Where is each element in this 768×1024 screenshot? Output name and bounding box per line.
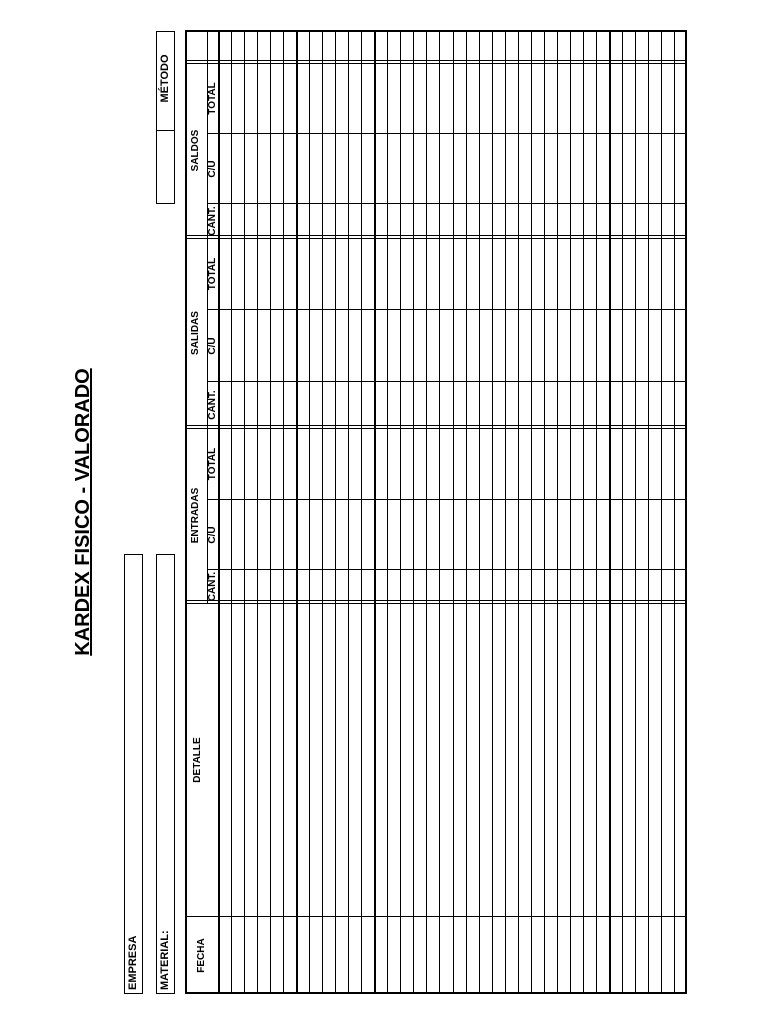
- col-line-10: [207, 133, 687, 134]
- metodo-field[interactable]: [156, 31, 175, 204]
- subcol-salidas-cant: CANT.: [207, 390, 218, 420]
- col-line-3: [207, 569, 687, 570]
- subcol-entradas-total: TOTAL: [207, 447, 218, 481]
- row-line-12: [374, 30, 376, 994]
- table-border-right: [185, 30, 687, 32]
- table-border-left: [185, 992, 687, 994]
- group-saldos: SALDOS: [190, 129, 201, 172]
- row-line-14: [400, 30, 401, 994]
- kardex-table: [185, 30, 687, 994]
- col-line-fecha: [185, 916, 687, 917]
- row-line-34: [661, 30, 662, 994]
- col-line-group-11-b: [185, 60, 687, 61]
- row-line-35: [674, 30, 675, 994]
- row-line-10: [348, 30, 349, 994]
- row-line-23: [518, 30, 519, 994]
- col-line-group-5: [185, 428, 687, 429]
- table-border-bottom: [685, 30, 687, 994]
- row-line-18: [453, 30, 455, 994]
- row-line-30: [609, 30, 611, 994]
- column-fecha: FECHA: [196, 938, 207, 973]
- empresa-label: EMPRESA: [127, 935, 139, 990]
- row-line-25: [544, 30, 545, 994]
- page-title: KARDEX FISICO - VALORADO: [72, 368, 94, 656]
- row-line-9: [335, 30, 336, 994]
- metodo-value-box: [156, 130, 175, 203]
- header-bottom-line: [218, 30, 220, 994]
- row-line-8: [322, 30, 323, 994]
- row-line-1: [231, 30, 232, 994]
- subcol-entradas-cant: CANT.: [207, 571, 218, 602]
- row-line-21: [492, 30, 493, 994]
- col-line-group-8: [185, 238, 687, 239]
- row-line-15: [413, 30, 414, 994]
- row-line-13: [387, 30, 388, 994]
- row-line-19: [466, 30, 467, 994]
- col-line-group-2-b: [185, 600, 687, 601]
- row-line-11: [361, 30, 362, 994]
- col-line-group-2: [185, 603, 687, 604]
- material-field[interactable]: [156, 554, 175, 994]
- subcol-salidas-total: TOTAL: [207, 257, 218, 291]
- row-line-5: [283, 30, 284, 994]
- col-line-9: [207, 203, 687, 204]
- metodo-label: MÉTODO: [159, 54, 171, 103]
- group-entradas: ENTRADAS: [190, 487, 201, 544]
- col-line-group-8-b: [185, 235, 687, 236]
- col-line-7: [207, 309, 687, 310]
- row-line-16: [426, 30, 427, 994]
- subcol-saldos-total: TOTAL: [207, 82, 218, 115]
- row-line-22: [505, 30, 506, 994]
- row-line-27: [570, 30, 571, 994]
- row-line-7: [309, 30, 310, 994]
- column-detalle: DETALLE: [192, 737, 203, 783]
- subcol-entradas-cu: C/U: [207, 526, 218, 544]
- col-line-4: [207, 499, 687, 500]
- group-salidas: SALIDAS: [190, 311, 201, 355]
- row-line-32: [635, 30, 636, 994]
- row-line-20: [479, 30, 480, 994]
- row-line-26: [557, 30, 558, 994]
- row-line-6: [296, 30, 298, 994]
- row-line-2: [244, 30, 245, 994]
- subcol-salidas-cu: C/U: [207, 337, 218, 355]
- material-label: MATERIAL:: [159, 930, 171, 990]
- col-line-6: [207, 381, 687, 382]
- row-line-3: [257, 30, 258, 994]
- row-line-28: [583, 30, 584, 994]
- row-line-24: [531, 30, 533, 994]
- row-line-31: [622, 30, 623, 994]
- empresa-field[interactable]: [124, 554, 143, 994]
- row-line-4: [270, 30, 271, 994]
- subcol-saldos-cant: CANT.: [207, 206, 218, 236]
- row-line-33: [648, 30, 649, 994]
- col-line-group-11: [185, 63, 687, 64]
- col-line-group-5-b: [185, 425, 687, 426]
- subcol-saldos-cu: C/U: [207, 160, 218, 178]
- row-line-17: [439, 30, 440, 994]
- row-line-29: [596, 30, 597, 994]
